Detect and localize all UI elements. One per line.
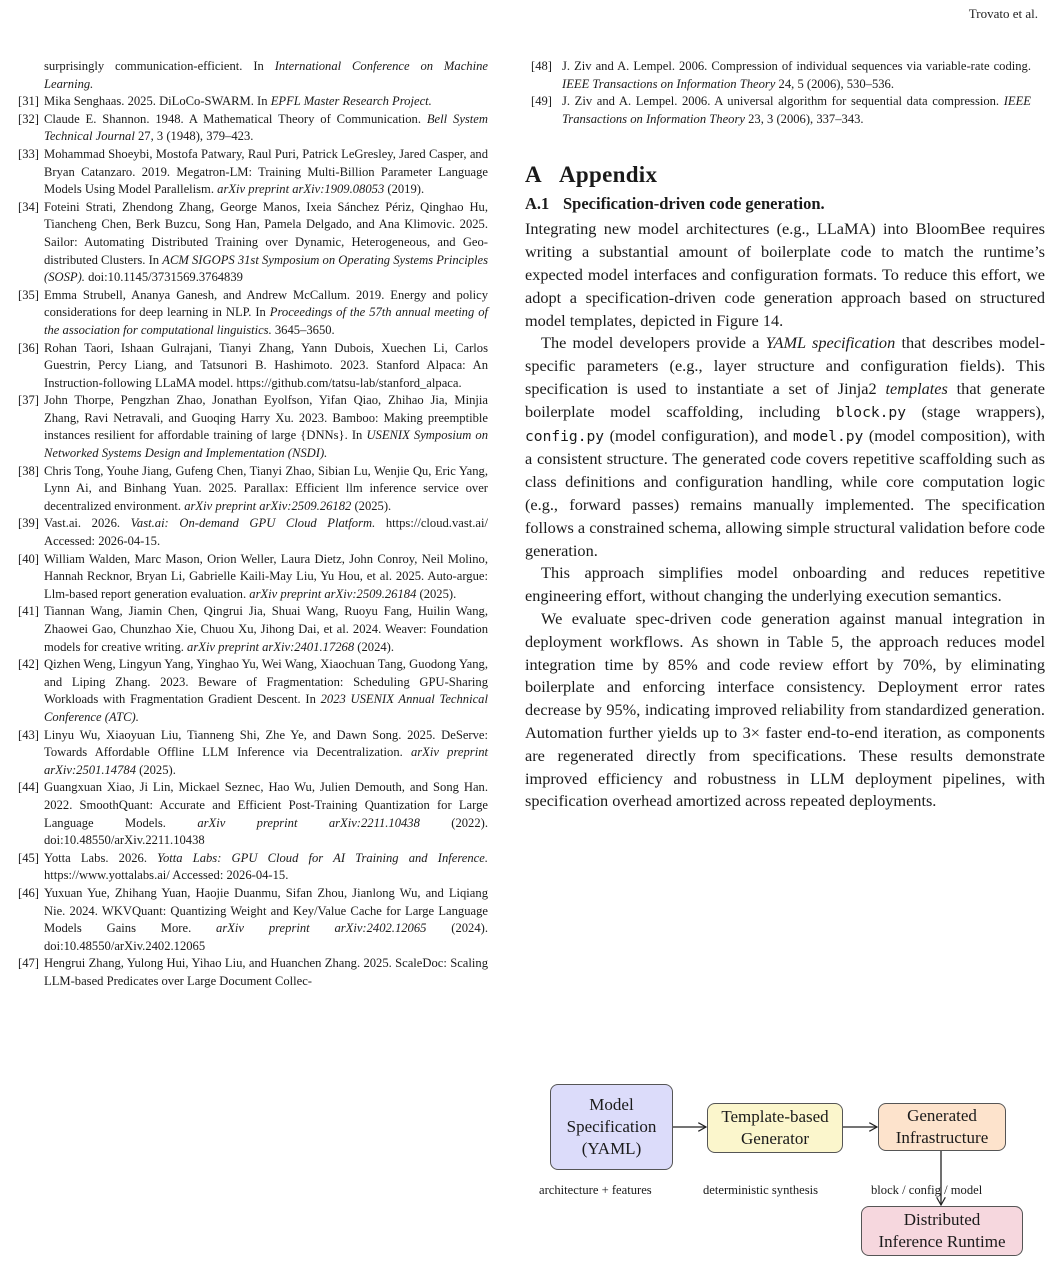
italic-span: USENIX Symposium on Networked Systems Design and Implementation (NSDI). — [44, 428, 488, 461]
text-span: (stage wrappers), — [906, 401, 1045, 421]
text-span: The model developers provide a — [541, 333, 766, 353]
reference-entry — [18, 58, 488, 93]
appendix-number: A — [525, 162, 542, 188]
text-span: that describes model-specific parameters (e.g., layer structure and configuration fields). This specification is used to instantiate a set of Jinja2 — [525, 333, 1045, 398]
italic-span: International Conference on Machine Learning. — [44, 59, 488, 91]
text-span: Qizhen Weng, Lingyun Yang, Yinghao Yu, Wei Wang, Xiaochuan Tang, Guodong Yang, and Liping Zhang. 2023. Beware of Fragmentation: Scheduling GPU-Sharing Workloads with Fragmentation Gradient Descent. In — [44, 657, 488, 707]
reference-number: [33] — [18, 146, 39, 161]
italic-span: templates — [885, 378, 948, 398]
text-span: Hengrui Zhang, Yulong Hui, Yihao Liu, and Huanchen Zhang. 2025. ScaleDoc: Scaling LLM-based Predicates over Large Document Collec- — [44, 956, 488, 988]
reference-entry — [18, 779, 488, 849]
reference-entry — [18, 93, 488, 111]
text-span: Chris Tong, Youhe Jiang, Gufeng Chen, Tianyi Zhao, Sibian Lu, Wenjie Qu, Eric Yang, Lynn Ai, and Binhang Yuan. 2025. Parallax: Efficient llm inference service over decentralized environment. — [44, 463, 488, 513]
reference-text — [44, 199, 488, 287]
text-span: https://www.yottalabs.ai/ Accessed: 2026-04-15. — [44, 868, 289, 883]
generated-infrastructure-box — [878, 1103, 1006, 1151]
appendix-body — [525, 218, 1045, 813]
reference-text — [44, 146, 488, 199]
italic-span: arXiv preprint arXiv:1909.08053 — [217, 182, 385, 197]
reference-text — [44, 93, 488, 111]
model-spec-box — [550, 1084, 673, 1170]
italic-span: arXiv preprint arXiv:2402.12065 — [216, 921, 427, 936]
reference-number: [49] — [531, 94, 552, 109]
reference-text — [44, 58, 488, 93]
running-head: Trovato et al. — [968, 6, 1038, 21]
reference-entry — [18, 463, 488, 516]
italic-span: Yotta Labs: GPU Cloud for AI Training and Inference. — [157, 850, 488, 865]
reference-entry — [18, 146, 488, 199]
text-span: Integrating new model architectures (e.g., LLaMA) into BloomBee requires writing a substantial amount of boilerplate code to match the runtime’s expected model interfaces and configuration formats. To reduce this effort, we adopt a specification-driven code generation approach based on structured model templates, depicted in Figure 14. — [525, 219, 1045, 330]
subsection-title: Specification-driven code generation. — [563, 194, 825, 214]
template-generator-label: Template-based Generator — [721, 1107, 829, 1148]
italic-span: 2023 USENIX Annual Technical Conference (ATC). — [44, 692, 488, 724]
italic-span: arXiv preprint arXiv:2211.10438 — [197, 815, 420, 830]
inference-runtime-label: Distributed Inference Runtime — [878, 1210, 1006, 1251]
italic-span: YAML specification — [765, 333, 896, 353]
reference-number: [34] — [18, 199, 39, 214]
text-span: (2025). — [136, 762, 176, 777]
italic-span: Proceedings of the 57th annual meeting of the association for computational linguistics. — [44, 305, 488, 337]
reference-text — [44, 551, 488, 604]
reference-entry — [18, 727, 488, 780]
reference-number — [18, 58, 44, 93]
italic-span: arXiv preprint arXiv:2401.17268 — [187, 639, 355, 654]
reference-entry — [18, 885, 488, 955]
appendix-heading — [525, 162, 1045, 188]
text-span: (2019). — [384, 182, 425, 197]
reference-text — [44, 885, 488, 955]
text-span: 23, 3 (2006), 337–343. — [744, 111, 864, 126]
text-span: William Walden, Marc Mason, Orion Weller, Laura Dietz, John Conroy, Neil Molino, Hannah Recknor, Bryan Li, Gabrielle Kaili-May Liu, Yu Hou, et al. 2025. Auto-argue: Llm-based report generation evaluation. — [44, 551, 488, 601]
reference-entry — [18, 111, 488, 146]
italic-span: IEEE Transactions on Information Theory — [562, 94, 1031, 126]
reference-entry — [18, 199, 488, 287]
text-span: https://cloud.vast.ai/ Accessed: 2026-04-15. — [44, 516, 488, 549]
text-span: J. Ziv and A. Lempel. 2006. Compression of individual sequences via variable-rate coding. — [562, 59, 1031, 73]
italic-span: arXiv preprint arXiv:2509.26182 — [184, 498, 352, 513]
appendix-paragraph — [525, 332, 1045, 562]
reference-number: [46] — [18, 885, 39, 900]
reference-number: [44] — [18, 780, 39, 795]
text-span: (model configuration), and — [604, 425, 794, 445]
text-span: (2024). — [354, 639, 395, 654]
caption-synthesis: deterministic synthesis — [703, 1183, 819, 1197]
reference-text — [44, 656, 488, 726]
generated-infrastructure-label: Generated Infrastructure — [895, 1106, 989, 1147]
italic-span: ACM SIGOPS 31st Symposium on Operating Systems Principles (SOSP). — [44, 252, 488, 285]
references-left-column — [18, 58, 488, 990]
reference-number: [48] — [531, 59, 552, 73]
reference-text — [44, 955, 488, 990]
text-span: Mika Senghaas. 2025. DiLoCo-SWARM. In — [44, 94, 271, 109]
text-span: 27, 3 (1948), 379–423. — [134, 129, 254, 144]
text-span: Emma Strubell, Ananya Ganesh, and Andrew McCallum. 2019. Energy and policy considerations for deep learning in NLP. In — [44, 287, 488, 320]
code-span: config.py — [525, 427, 605, 445]
appendix-title: Appendix — [559, 162, 658, 188]
reference-number: [41] — [18, 604, 39, 619]
appendix-paragraph — [525, 562, 1045, 608]
text-span: Foteini Strati, Zhendong Zhang, George Manos, Ixeia Sánchez Périz, Qinghao Hu, Tiancheng Chen, Berk Buzcu, Song Han, Pamela Delgado, and Ana Klimovic. 2025. Sailor: Automating Distributed Training over Dynamic, Heterogeneous, and Geo-distributed Clusters. In — [44, 199, 488, 267]
reference-entry — [18, 955, 488, 990]
reference-text — [44, 340, 488, 393]
text-span: J. Ziv and A. Lempel. 2006. A universal algorithm for sequential data compression. — [562, 94, 1004, 109]
text-span: This approach simplifies model onboarding and reduces repetitive engineering effort, without changing the underlying execution semantics. — [525, 563, 1045, 606]
reference-text — [44, 287, 488, 340]
reference-number: [37] — [18, 393, 39, 408]
text-span: (2024). doi:10.48550/arXiv.2402.12065 — [44, 921, 488, 953]
right-column — [525, 58, 1045, 813]
subsection-number: A.1 — [525, 194, 550, 214]
reference-text — [44, 779, 488, 849]
subsection-heading — [525, 194, 1045, 214]
reference-entry — [18, 850, 488, 885]
text-span: Yotta Labs. 2026. — [44, 850, 158, 865]
reference-number: [36] — [18, 340, 39, 355]
text-span: (model composition), with a consistent structure. The generated code covers repetitive scaffolding such as class definitions and configuration handling, while core computation logic (e.g., forward passes) remains manually implemented. The specification follows a constrained schema, allowing simple structural validation before code generation. — [525, 425, 1046, 560]
reference-number: [38] — [18, 463, 39, 478]
reference-text — [44, 392, 488, 462]
caption-outputs: block / config / model — [871, 1183, 983, 1197]
text-span: Guangxuan Xiao, Ji Lin, Mickael Seznec, Hao Wu, Julien Demouth, and Song Han. 2022. SmoothQuant: Accurate and Efficient Post-Training Quantization for Large Language Models. — [44, 780, 488, 830]
text-span: Yuxuan Yue, Zhihang Yuan, Haojie Duanmu, Sifan Zhou, Jianlong Wu, and Liqiang Nie. 2024. WKVQuant: Quantizing Weight and Key/Value Cache for Large Language Models Gains More. — [44, 885, 488, 936]
reference-text — [44, 111, 488, 146]
italic-span: IEEE Transactions on Information Theory — [562, 76, 776, 91]
text-span: (2025). — [351, 498, 392, 513]
reference-text — [44, 463, 488, 516]
reference-entry — [18, 603, 488, 656]
reference-number: [40] — [18, 551, 39, 566]
text-span: doi:10.1145/3731569.3764839 — [84, 270, 243, 285]
model-spec-label: Model Specification (YAML) — [566, 1095, 657, 1158]
italic-span: Bell System Technical Journal — [44, 111, 488, 144]
reference-entry — [531, 58, 1031, 93]
text-span: that generate boilerplate model scaffolding, including — [525, 378, 1046, 421]
references-right-column — [531, 58, 1031, 128]
appendix-paragraph — [525, 608, 1045, 813]
text-span: We evaluate spec-driven code generation against manual integration in deployment workflows. As shown in Table 5, the approach reduces model integration time by 85% and code review effort by 70%, by eliminating boilerplate and enforcing interface consistency. Deployment error rates decrease by 95%, indicating improved reliability from standardized generation. Automation further yields up to 3× faster end-to-end iteration, as components are regenerated directly from specifications. These results demonstrate improved efficiency and robustness in LLM deployment pipelines, with specification overhead amortized across repeated deployments. — [525, 608, 1045, 811]
reference-entry — [18, 287, 488, 340]
reference-number: [31] — [18, 94, 39, 109]
reference-number: [32] — [18, 111, 39, 126]
text-span: Tiannan Wang, Jiamin Chen, Qingrui Jia, Shuai Wang, Ruoyu Fang, Huilin Wang, Zhaowei Gao, Chunzhao Xie, Chuou Xu, Jihong Dai, et al. 2024. Weaver: Foundation models for creative writing. — [44, 604, 488, 654]
text-span: 24, 5 (2006), 530–536. — [775, 76, 894, 91]
italic-span: arXiv preprint arXiv:2509.26184 — [249, 586, 417, 601]
reference-number: [43] — [18, 727, 39, 742]
reference-text — [562, 58, 1031, 93]
text-span: Linyu Wu, Xiaoyuan Liu, Tianneng Shi, Zhe Ye, and Dawn Song. 2025. DeServe: Towards Affordable Offline LLM Inference via Decentralization. — [44, 727, 488, 760]
text-span: John Thorpe, Pengzhan Zhao, Jonathan Eyolfson, Yifan Qiao, Zhihao Jia, Minjia Zhang, Ravi Netravali, and Guoqing Harry Xu. 2023. Bamboo: Making preemptible instances resilient for affordable training of large {DNNs}. In — [44, 393, 488, 443]
reference-entry — [18, 515, 488, 550]
reference-text — [562, 93, 1031, 128]
reference-entry — [531, 93, 1031, 128]
text-span: Rohan Taori, Ishaan Gulrajani, Tianyi Zhang, Yann Dubois, Xuechen Li, Carlos Guestrin, Percy Liang, and Tatsunori B. Hashimoto. 2023. Stanford Alpaca: An Instruction-following LLaMA model. https://github.com/tatsu-lab/stanford_alpaca. — [44, 340, 488, 390]
italic-span: Vast.ai: On-demand GPU Cloud Platform. — [130, 516, 376, 531]
text-span: (2025). — [416, 586, 457, 601]
reference-entry — [18, 656, 488, 726]
text-span: Vast.ai. 2026. — [44, 516, 131, 531]
reference-number: [47] — [18, 956, 39, 971]
italic-span: EPFL Master Research Project. — [270, 94, 432, 109]
text-span: Claude E. Shannon. 1948. A Mathematical Theory of Communication. — [44, 111, 427, 126]
code-span: model.py — [793, 427, 864, 445]
text-span: (2022). doi:10.48550/arXiv.2211.10438 — [44, 815, 488, 848]
template-generator-box — [707, 1103, 843, 1153]
text-span: surprisingly communication-efficient. In — [44, 59, 275, 73]
reference-number: [35] — [18, 287, 39, 302]
code-span: block.py — [835, 403, 907, 421]
reference-text — [44, 515, 488, 550]
reference-text — [44, 603, 488, 656]
text-span: Mohammad Shoeybi, Mostofa Patwary, Raul Puri, Patrick LeGresley, Jared Casper, and Bryan Catanzaro. 2019. Megatron-LM: Training Multi-Billion Parameter Language Models Using Model Parallelism. — [44, 146, 488, 197]
italic-span: arXiv preprint arXiv:2501.14784 — [44, 745, 488, 777]
reference-entry — [18, 340, 488, 393]
reference-number: [45] — [18, 850, 39, 865]
caption-architecture: architecture + features — [539, 1183, 652, 1197]
reference-text — [44, 727, 488, 780]
reference-number: [39] — [18, 516, 39, 531]
inference-runtime-box — [861, 1206, 1023, 1256]
reference-text — [44, 850, 488, 885]
appendix-paragraph — [525, 218, 1045, 332]
reference-number: [42] — [18, 657, 39, 672]
reference-entry — [18, 392, 488, 462]
reference-entry — [18, 551, 488, 604]
text-span: 3645–3650. — [271, 322, 335, 337]
